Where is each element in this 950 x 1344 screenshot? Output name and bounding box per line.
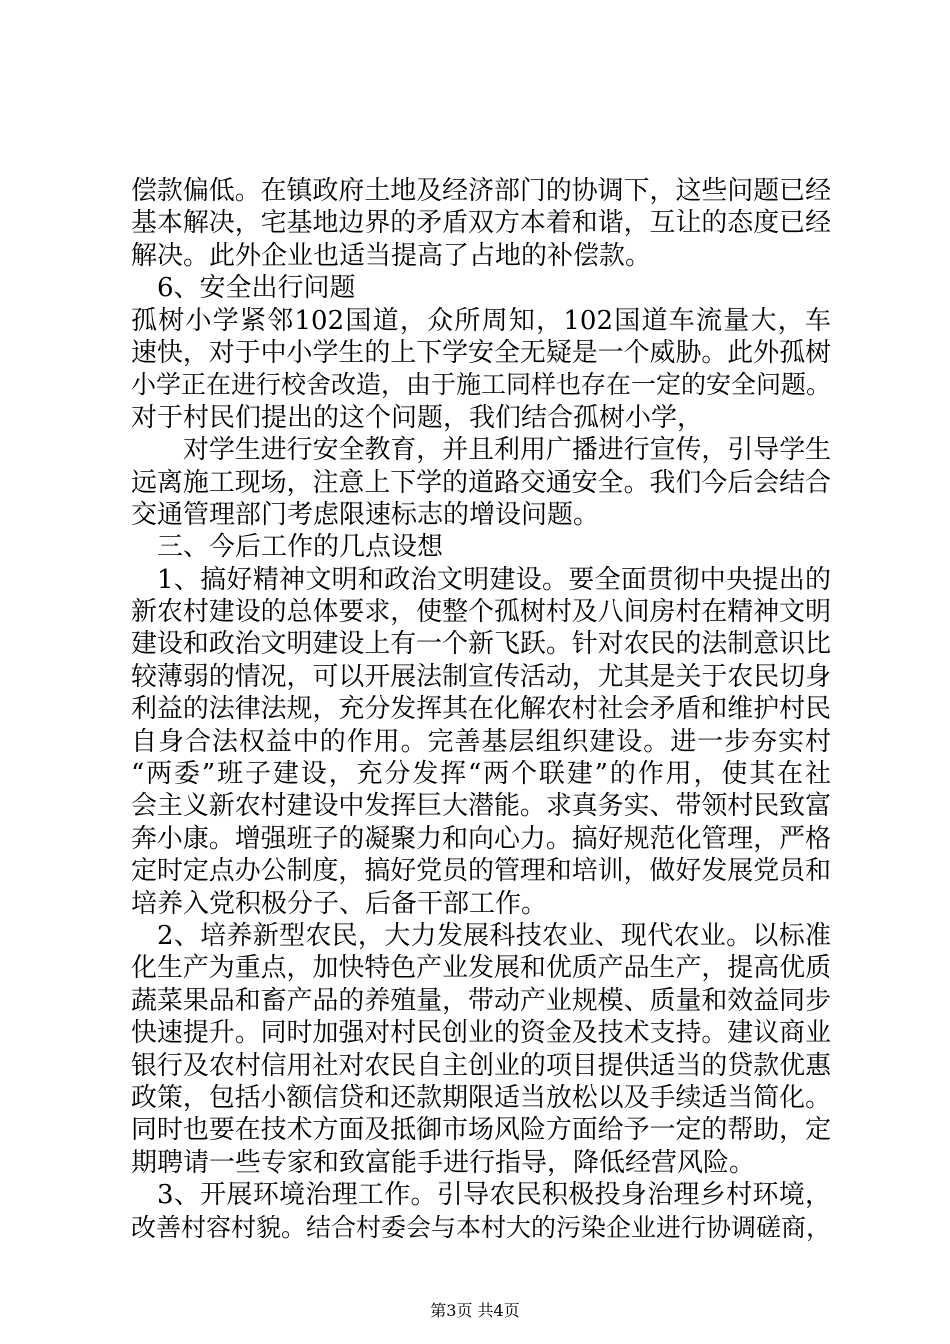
text-line: 快速提升。同时加强对村民创业的资金及技术支持。建议商业 — [131, 1018, 831, 1049]
text-line: 3、开展环境治理工作。引导农民积极投身治理乡村环境， — [157, 1180, 831, 1211]
page-footer — [0, 1301, 950, 1321]
text-line: 偿款偏低。在镇政府土地及经济部门的协调下，这些问题已经 — [131, 176, 831, 206]
text-line: 远离施工现场，注意上下学的道路交通安全。我们今后会结合 — [131, 467, 831, 498]
text-line: 三、今后工作的几点设想 — [157, 532, 444, 563]
text-line: 较薄弱的情况，可以开展法制宣传活动，尤其是关于农民切身 — [131, 661, 831, 692]
document-body — [131, 175, 831, 1244]
text-line: 孤树小学紧邻102国道，众所周知，102国道车流量大，车 — [131, 305, 831, 336]
text-line: 6、安全出行问题 — [157, 273, 356, 304]
text-line: 自身合法权益中的作用。完善基层组织建设。进一步夯实村 — [131, 726, 831, 757]
text-line: 培养入党积极分子、后备干部工作。 — [131, 888, 548, 919]
text-line: 定时定点办公制度，搞好党员的管理和培训，做好发展党员和 — [131, 856, 831, 887]
text-line: 改善村容村貌。结合村委会与本村大的污染企业进行协调磋商， — [131, 1212, 832, 1242]
text-line: 政策，包括小额信贷和还款期限适当放松以及手续适当简化。 — [131, 1082, 831, 1113]
text-line: 速快，对于中小学生的上下学安全无疑是一个威胁。此外孤树 — [131, 337, 831, 368]
text-line: 奔小康。增强班子的凝聚力和向心力。搞好规范化管理，严格 — [131, 823, 831, 854]
text-line: 银行及农村信用社对农民自主创业的项目提供适当的贷款优惠 — [131, 1050, 831, 1081]
text-line: 基本解决，宅基地边界的矛盾双方本着和谐，互让的态度已经 — [131, 208, 831, 239]
text-line: 新农村建设的总体要求，使整个孤树村及八间房村在精神文明 — [131, 597, 831, 628]
text-line: 交通管理部门考虑限速标志的增设问题。 — [131, 499, 600, 530]
text-line: 建设和政治文明建设上有一个新飞跃。针对农民的法制意识比 — [131, 629, 831, 660]
text-line: 对学生进行安全教育，并且利用广播进行宣传，引导学生 — [183, 435, 832, 466]
page-number: 第3页 共4页 — [430, 1301, 520, 1320]
text-line: 蔬菜果品和畜产品的养殖量，带动产业规模、质量和效益同步 — [131, 985, 831, 1016]
text-line: 期聘请一些专家和致富能手进行指导，降低经营风险。 — [131, 1147, 756, 1178]
text-line: 解决。此外企业也适当提高了占地的补偿款。 — [131, 240, 652, 271]
text-line: 1、搞好精神文明和政治文明建设。要全面贯彻中央提出的 — [157, 564, 831, 595]
text-line: 对于村民们提出的这个问题，我们结合孤树小学， — [131, 402, 704, 433]
text-line: 化生产为重点，加快特色产业发展和优质产品生产，提高优质 — [131, 953, 831, 984]
text-line: 同时也要在技术方面及抵御市场风险方面给予一定的帮助，定 — [131, 1115, 831, 1146]
text-line: 2、培养新型农民，大力发展科技农业、现代农业。以标准 — [157, 920, 831, 951]
text-line: “两委”班子建设，充分发挥“两个联建”的作用，使其在社 — [131, 759, 831, 790]
text-line: 利益的法律法规，充分发挥其在化解农村社会矛盾和维护村民 — [131, 694, 831, 725]
text-line: 会主义新农村建设中发挥巨大潜能。求真务实、带领村民致富 — [131, 791, 831, 822]
text-line: 小学正在进行校舍改造，由于施工同样也存在一定的安全问题。 — [131, 370, 832, 400]
